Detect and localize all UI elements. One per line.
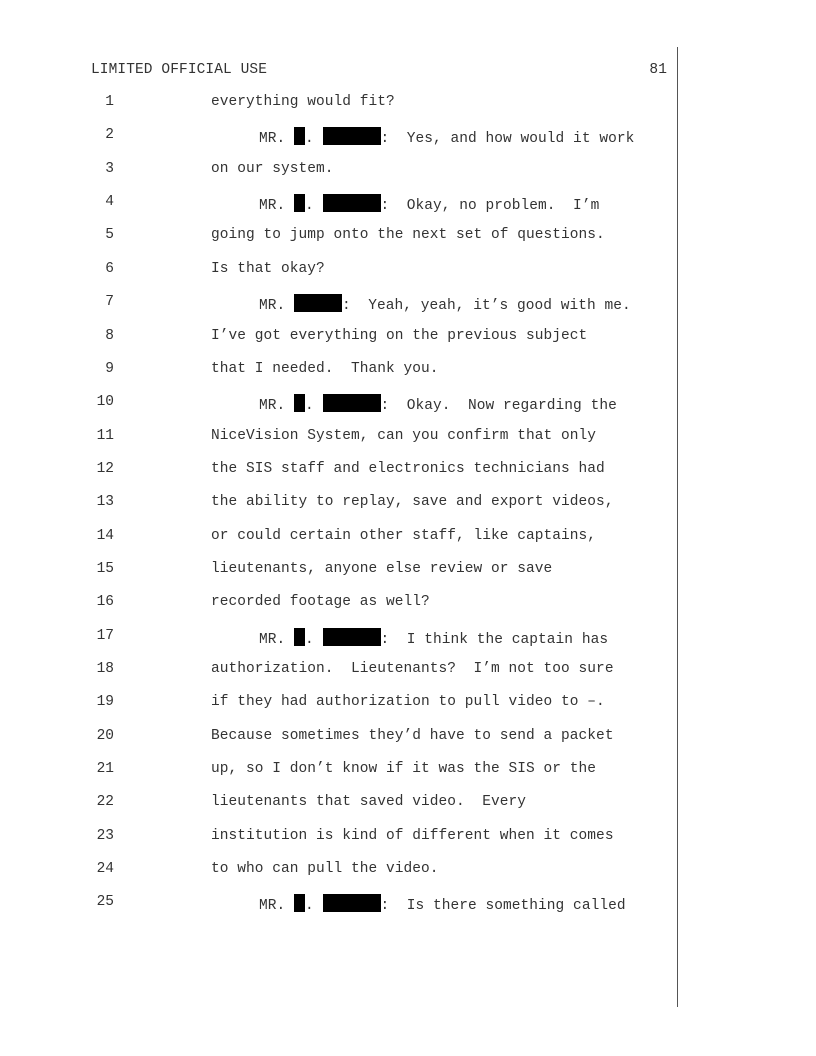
line-number: 14 [96, 527, 114, 544]
transcript-line [0, 494, 680, 516]
text-segment: . [305, 898, 323, 915]
transcript-line [0, 261, 680, 283]
transcript-line [0, 428, 680, 450]
line-number: 12 [96, 460, 114, 477]
text-segment: lieutenants, anyone else review or save [211, 560, 553, 577]
redaction-block [294, 628, 305, 646]
text-segment: . [305, 198, 323, 215]
text-segment: everything would fit? [211, 94, 395, 110]
line-text [211, 828, 614, 844]
text-segment: or could certain other staff, like captains, [211, 527, 597, 544]
text-segment: MR. [259, 131, 295, 148]
transcript-line [0, 794, 680, 816]
text-segment: MR. [259, 198, 295, 215]
line-text [211, 261, 325, 277]
line-text [211, 561, 552, 577]
transcript-line [0, 694, 680, 716]
text-segment: : Yeah, yeah, it’s good with me. [342, 298, 631, 315]
text-segment: I’ve got everything on the previous subject [211, 327, 588, 344]
text-segment: MR. [259, 898, 295, 915]
line-number: 4 [105, 194, 114, 211]
text-segment: Is that okay? [211, 260, 325, 277]
text-segment: MR. [259, 398, 295, 415]
line-text [259, 127, 634, 147]
transcript-line [0, 561, 680, 583]
text-segment: . [305, 131, 323, 148]
line-text [259, 394, 617, 414]
text-segment: the SIS staff and electronics technicians had [211, 460, 605, 477]
line-text [211, 594, 430, 610]
text-segment: that I needed. Thank you. [211, 360, 439, 377]
text-segment: : I think the captain has [380, 631, 609, 648]
line-number: 18 [96, 661, 114, 677]
redaction-block [323, 628, 381, 646]
redaction-block [323, 894, 381, 912]
transcript-line [0, 894, 680, 916]
transcript-line [0, 628, 680, 650]
line-text [211, 494, 614, 510]
line-text [211, 361, 439, 377]
line-text [211, 694, 605, 710]
line-number: 11 [96, 427, 114, 444]
line-text [211, 861, 439, 877]
transcript-line [0, 594, 680, 616]
line-number: 1 [105, 94, 114, 110]
transcript-line [0, 394, 680, 416]
line-text [211, 728, 614, 744]
text-segment: recorded footage as well? [211, 594, 430, 611]
classification-header: LIMITED OFFICIAL USE [91, 62, 268, 78]
transcript-line [0, 528, 680, 550]
text-segment: Because sometimes they’d have to send a packet [211, 727, 614, 744]
page-number: 81 [649, 62, 667, 78]
line-number: 6 [105, 260, 114, 277]
transcript-line [0, 461, 680, 483]
line-text [211, 794, 526, 810]
transcript-line [0, 127, 680, 149]
text-segment: : Okay, no problem. I’m [380, 198, 600, 215]
line-text [211, 94, 395, 110]
line-number: 21 [96, 761, 114, 777]
line-text [211, 227, 605, 243]
text-segment: : Yes, and how would it work [380, 131, 635, 148]
text-segment: institution is kind of different when it comes [211, 827, 614, 844]
text-segment: on our system. [211, 160, 334, 177]
redaction-block [294, 194, 305, 212]
line-number: 2 [105, 127, 114, 144]
line-text [259, 194, 599, 214]
transcript-line [0, 194, 680, 216]
line-number: 16 [96, 594, 114, 611]
transcript-line [0, 294, 680, 316]
line-text [211, 761, 596, 777]
line-number: 17 [96, 627, 114, 644]
line-number: 9 [105, 360, 114, 377]
text-segment: authorization. Lieutenants? I’m not too sure [211, 661, 614, 677]
redaction-block [294, 127, 305, 145]
redaction-block [323, 194, 381, 212]
transcript-line [0, 94, 680, 116]
text-segment: up, so I don’t know if it was the SIS or the [211, 761, 597, 777]
line-text [259, 628, 608, 648]
text-segment: if they had authorization to pull video to –. [211, 694, 605, 711]
line-text [211, 528, 596, 544]
transcript-line [0, 161, 680, 183]
text-segment: : Okay. Now regarding the [380, 398, 617, 415]
transcript-line [0, 661, 680, 683]
text-segment: to who can pull the video. [211, 861, 439, 878]
line-text [211, 328, 587, 344]
line-number: 13 [96, 494, 114, 511]
line-text [259, 894, 626, 914]
line-number: 3 [105, 160, 114, 177]
text-segment: lieutenants that saved video. Every [211, 794, 527, 811]
transcript-line [0, 728, 680, 750]
line-text [259, 294, 631, 314]
redaction-block [294, 394, 305, 412]
text-segment: . [305, 631, 323, 648]
redaction-block [323, 394, 381, 412]
text-segment: : Is there something called [380, 898, 626, 915]
line-number: 23 [96, 827, 114, 844]
transcript-line [0, 361, 680, 383]
line-number: 7 [105, 294, 114, 311]
line-number: 22 [96, 794, 114, 811]
redaction-block [294, 894, 305, 912]
line-number: 19 [96, 694, 114, 711]
line-text [211, 428, 596, 444]
text-segment: MR. [259, 631, 295, 648]
transcript-line [0, 861, 680, 883]
line-text [211, 461, 605, 477]
text-segment: the ability to replay, save and export videos, [211, 494, 614, 511]
transcript-line [0, 761, 680, 783]
text-segment: MR. [259, 298, 295, 315]
transcript-line [0, 828, 680, 850]
line-number: 15 [96, 560, 114, 577]
text-segment: NiceVision System, can you confirm that only [211, 427, 597, 444]
line-number: 10 [96, 394, 114, 411]
redaction-block [294, 294, 342, 312]
line-text [211, 661, 614, 677]
text-segment: going to jump onto the next set of questions. [211, 227, 605, 244]
line-number: 20 [96, 727, 114, 744]
transcript-line [0, 328, 680, 350]
line-number: 24 [96, 861, 114, 878]
line-number: 5 [105, 227, 114, 244]
redaction-block [323, 127, 381, 145]
line-number: 25 [96, 894, 114, 911]
line-text [211, 161, 334, 177]
line-number: 8 [105, 327, 114, 344]
transcript-line [0, 227, 680, 249]
text-segment: . [305, 398, 323, 415]
